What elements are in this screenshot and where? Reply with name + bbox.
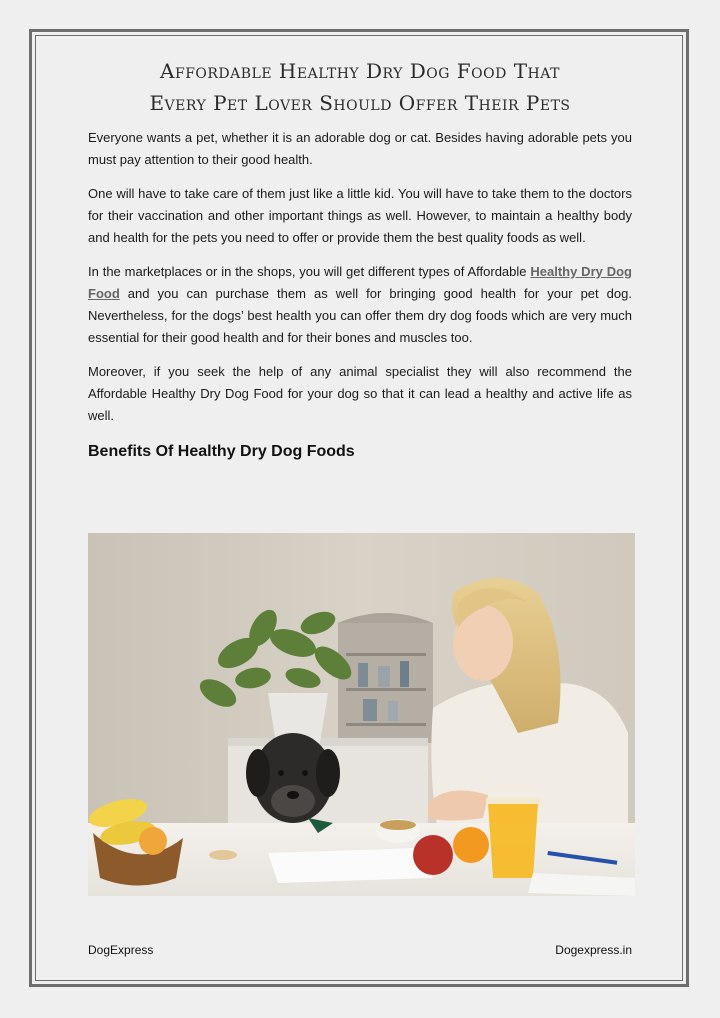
juice-glass xyxy=(486,798,540,878)
paragraph-3-start: In the marketplaces or in the shops, you will get different types of Affordable xyxy=(88,264,531,279)
footer-brand: DogExpress xyxy=(88,943,154,957)
paragraph-1: Everyone wants a pet, whether it is an adorable dog or cat. Besides having adorable pets you must pay attention to their good health. xyxy=(88,130,632,167)
section-heading: Benefits Of Healthy Dry Dog Foods xyxy=(88,443,355,460)
paragraph-2: One will have to take care of them just like a little kid. You will have to take them to the doctors for their vaccination and other important things as well. However, to maintain a healthy body and health for the pets you need to offer or provide them the best quality foods as well. xyxy=(88,186,632,245)
title-line-2: Every Pet Lover Should Offer Their Pets xyxy=(149,91,571,115)
footer-site: Dogexpress.in xyxy=(555,943,632,957)
article xyxy=(88,55,632,465)
shelf xyxy=(338,613,433,743)
healthy-dry-dog-food-link[interactable]: Healthy Dry Dog Food xyxy=(88,264,632,301)
title-line-1: Affordable Healthy Dry Dog Food That xyxy=(160,59,560,83)
woman-dog-breakfast-photo xyxy=(88,533,635,896)
photo-illustration xyxy=(88,533,635,896)
paragraph-3-end: and you can purchase them as well for bringing good health for your pet dog. Nevertheless, for the dogs’ best health you can offer them dry dog foods which are very much essential for their good health and for their bones and muscles too. xyxy=(88,286,632,345)
article-title xyxy=(88,55,632,119)
paragraph-3 xyxy=(88,261,632,349)
paragraph-4: Moreover, if you seek the help of any animal specialist they will also recommend the Affordable Healthy Dry Dog Food for your dog so that it can lead a healthy and active life as well. xyxy=(88,364,632,423)
